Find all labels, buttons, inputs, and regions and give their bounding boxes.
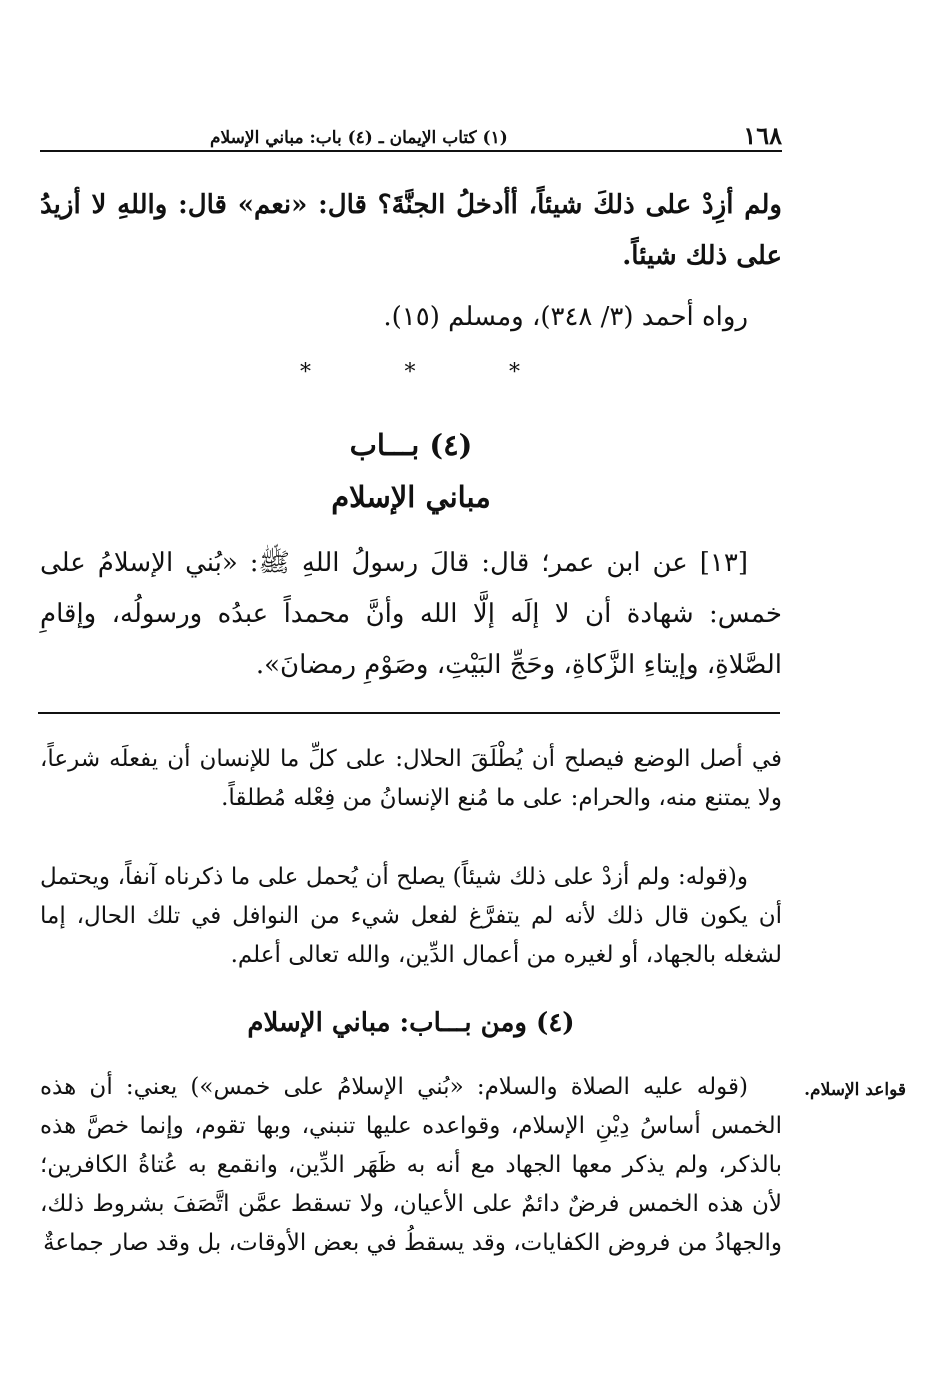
margin-note: قواعد الإسلام. — [804, 1080, 906, 1100]
hadith-continuation-text: ولم أزِدْ على ذلكَ شيئاً، أأدخلُ الجنَّةَ؟ قال: «نعم» قال: واللهِ لا أزيدُ على ذلك شيئاً. — [40, 190, 782, 271]
separator-stars — [300, 360, 520, 385]
hadith-source — [40, 292, 782, 343]
hadith-13-text: [١٣] عن ابن عمر؛ قال: قالَ رسولُ اللهِ ﷺ: «بُني الإسلامُ على خمس: شهادة أن لا إلَه إلَّا الله وأنَّ محمداً عبدُه ورسولُه، وإقامِ الصَّلاةِ، وإيتاءِ الزَّكاةِ، وحَجِّ البَيْتِ، وصَوْمِ رمضانَ». — [40, 548, 782, 680]
commentary-block-1 — [40, 740, 782, 818]
page-number: ١٦٨ — [743, 121, 782, 150]
chapter-label: (٤) بـــاب — [349, 428, 473, 462]
commentary-block-3 — [40, 1068, 782, 1263]
running-title: (١) كتاب الإيمان ـ (٤) باب: مباني الإسلام — [210, 128, 508, 148]
footnote-divider — [38, 712, 780, 714]
running-header — [40, 118, 782, 152]
commentary-block-2 — [40, 858, 782, 975]
hadith-13 — [40, 538, 782, 691]
commentary-paragraph-1: في أصل الوضع فيصلح أن يُطْلَقَ الحلال: على كلِّ ما للإنسان أن يفعلَه شرعاً، ولا يمتنع منه، والحرام: على ما مُنع الإنسانُ من فِعْله مُطلقاً. — [40, 746, 782, 811]
star-icon: * — [509, 360, 520, 385]
hadith-continuation — [40, 180, 782, 282]
chapter-title: مباني الإسلام — [331, 480, 491, 514]
star-icon: * — [300, 360, 311, 385]
commentary-paragraph-2: و(قوله: ولم أزدْ على ذلك شيئاً) يصلح أن يُحمل على ما ذكرناه آنفاً، ويحتمل أن يكون قال ذلك لأنه لم يتفرَّغ لفعل شيء من النوافل في تلك الحال، إما لشغله بالجهاد، أو لغيره من أعمال الدِّين، والله تعالى أعلم. — [40, 864, 782, 968]
star-icon: * — [404, 360, 416, 385]
hadith-source-text: رواه أحمد (٣/ ٣٤٨)، ومسلم (١٥). — [383, 302, 748, 332]
commentary-section-heading: (٤) ومن بـــاب: مباني الإسلام — [247, 1008, 575, 1038]
commentary-paragraph-3: (قوله عليه الصلاة والسلام: «بُني الإسلامُ على خمس») يعني: أن هذه الخمس أساسُ دِيْنِ الإسلام، وقواعده عليها تنبني، وبها تقوم، وإنما خصَّ هذه بالذكر، ولم يذكر معها الجهاد مع أنه به ظَهَر الدِّين، وانقمع به عُتاةُ الكافرين؛ لأن هذه الخمس فرضٌ دائمٌ على الأعيان، ولا تسقط عمَّن اتَّصَفَ بشروط ذلك، والجهادُ من فروض الكفايات، وقد يسقطُ في بعض الأوقات، بل وقد صار جماعةٌ — [40, 1074, 782, 1256]
